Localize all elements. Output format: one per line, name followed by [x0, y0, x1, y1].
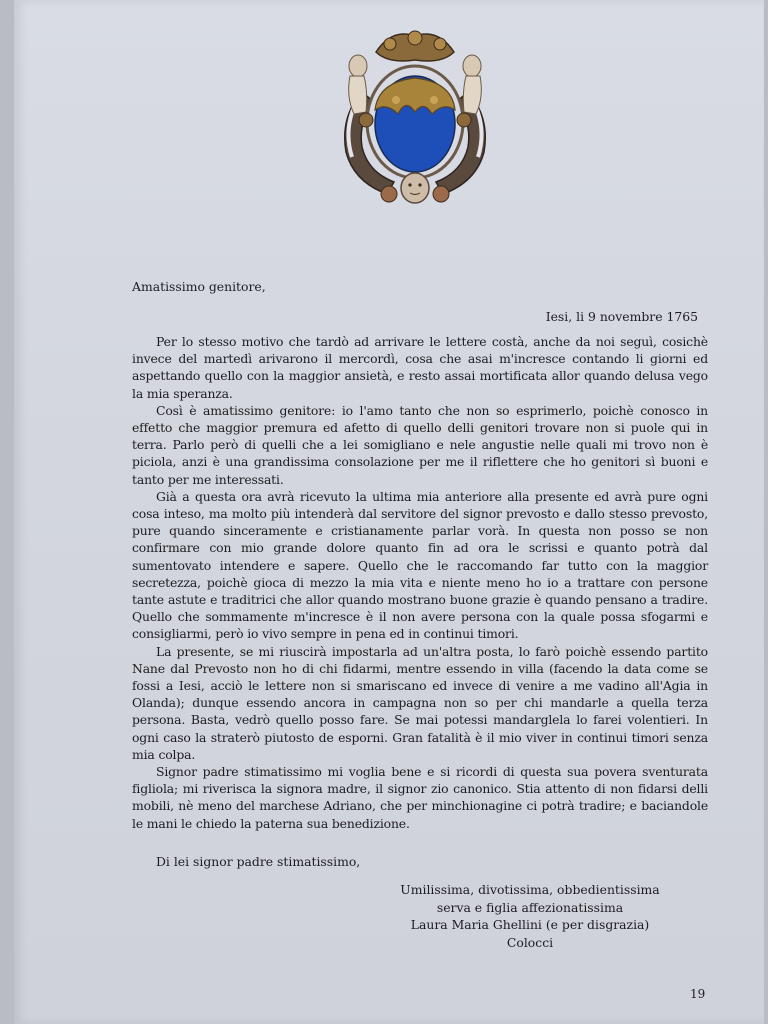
- letter-closing: Di lei signor padre stimatissimo,: [156, 854, 361, 869]
- letter-date: Iesi, li 9 novembre 1765: [545, 309, 698, 324]
- letter-signature: [390, 881, 670, 951]
- letter-paragraph: La presente, se mi riuscirà impostarla ad un'altra posta, lo farò poichè essendo partito Nane dal Prevosto non ho di chi fidarmi, mentre essendo in villa (facendo la data come se fossi a Iesi, acciò le lettere non si smariscano ed invece di venire a me vadino all'Agia in Olanda); dunque essendo ancora in campagna non so per chi mandarle a quella terza persona. Basta, vedrò quello posso fare. Se mai potessi mandarglela lo farei volentieri. In ogni caso la straterò piutosto de esporni. Gran fatalità è il mio viver in continui timori senza mia colpa.: [132, 643, 708, 762]
- signature-line: Umilissima, divotissima, obbedientissima: [400, 882, 660, 897]
- letter-paragraph: Così è amatissimo genitore: io l'amo tanto che non so esprimerlo, poichè conosco in effetto che maggior premura ed afetto di quello delli genitori trovare non si puole qui in terra. Parlo però di quelli che a lei somigliano e nele angustie nelle quali mi trovo non è piciola, anzi è una grandissima consolazione per me il riflettere che ho genitori sì buoni e tanto per me interessati.: [132, 402, 708, 487]
- coat-of-arms-icon: [332, 22, 498, 208]
- letter-salutation: Amatissimo genitore,: [132, 279, 266, 294]
- letter-paragraph: Per lo stesso motivo che tardò ad arrivare le lettere costà, anche da noi seguì, cosichè invece del martedì arivarono il mercordì, cosa che asai m'incresce contando li giorni ed aspettando quello con la maggior ansietà, e resto assai mortificata allor quando delusa vego la mia speranza.: [132, 334, 708, 401]
- letter-paragraph: Signor padre stimatissimo mi voglia bene e si ricordi di questa sua povera sventurata figliola; mi riverisca la signora madre, il signor zio canonico. Stia attento di non fidarsi delli mobili, nè meno del marchese Adriano, che per minchionagine ci potrà tradire; e baciandole le mani le chiedo la paterna sua benedizione.: [132, 764, 708, 831]
- page-number: 19: [690, 987, 706, 1001]
- signature-line: serva e figlia affezionatissima: [436, 899, 624, 915]
- book-page: [14, 0, 764, 1024]
- letter-body: [132, 333, 708, 832]
- signature-line: Laura Maria Ghellini (e per disgrazia) Colocci: [410, 917, 650, 950]
- letter-paragraph: Già a questa ora avrà ricevuto la ultima mia anteriore alla presente ed avrà pure ogni cosa inteso, ma molto più intenderà dal servitore del signor prevosto e dallo stesso prevosto, pure quando sinceramente e cristianamente parlar vorà. In questa non posso se non confirmare con mio grande dolore quanto fin ad ora le scrissi e quanto potrà dal sumentovato intendere e sapere. Quello che le raccomando far tutto con la maggior secretezza, poichè gioca di mezzo la mia vita e niente meno ho io a trattare con persone tante astute e traditrici che allor quando mostrano buone grazie è quando pensano a tradire. Quello che sommamente m'incresce è il non avere persona con la quale possa sfogarmi e consigliarmi, però io vivo sempre in pena ed in continui timori.: [132, 488, 708, 642]
